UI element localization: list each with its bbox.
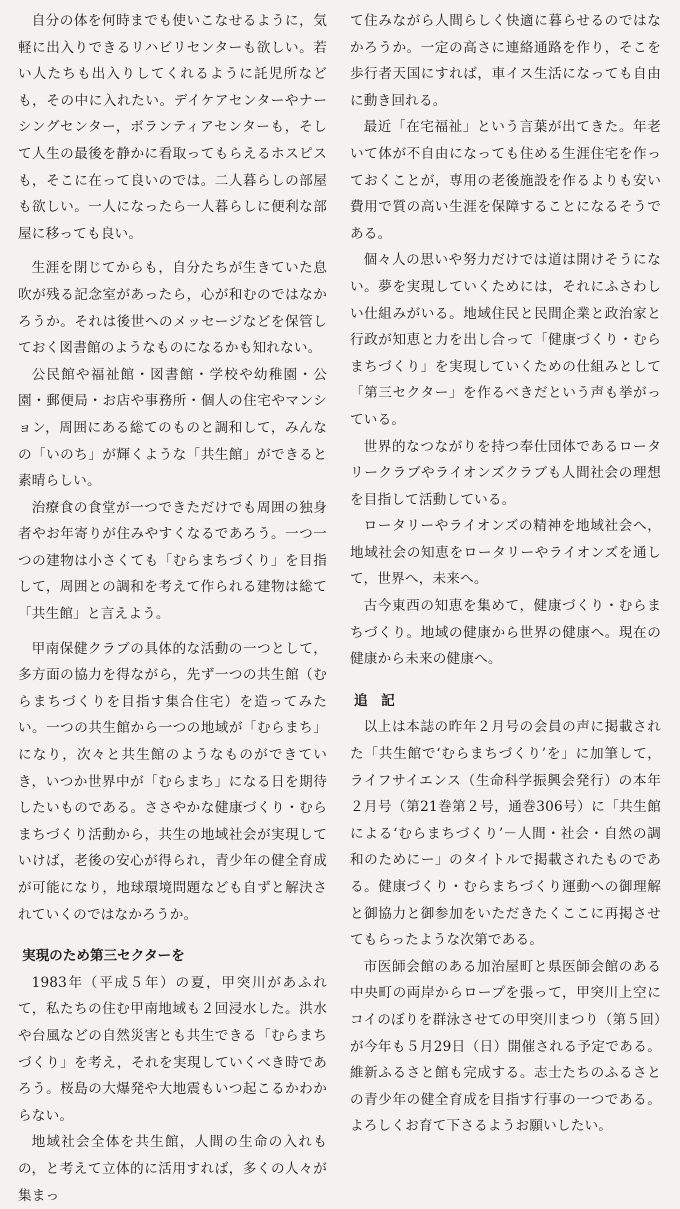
postscript-heading: 追 記 xyxy=(354,692,395,709)
paragraph-dining-hall: 治療食の食堂が一つできただけでも周囲の独身者やお年寄りが住みやすくなるであろう。一つ一つの建物は小さくても「むらまちづくり」を目指して，周囲との調和を考えて作られる建物は総て「共生館」と言えよう。 xyxy=(18,499,327,623)
paragraph-wisdom: 古今東西の知恵を集めて，健康づくり・むらまちづくり。地域の健康から世界の健康へ。現在の健康から未来の健康へ。 xyxy=(350,598,661,668)
paragraph-continued: て住みながら人間らしく快適に暮らせるのではなかろうか。一定の高さに連絡通路を作り，そこを歩行者天国にすれば，車イス生活になっても自由に動き回れる。 xyxy=(350,13,661,109)
section-heading: 実現のため第三セクターを xyxy=(22,948,185,965)
paragraph-home-welfare: 最近「在宅福祉」という言葉が出てきた。年老いて体が不自由になっても住める生涯住宅を作っておくことが，専用の老後施設を作るよりも安い費用で質の高い生涯を保障することになるそうである。 xyxy=(350,119,661,242)
paragraph-memorial-room: 生涯を閉じてからも，自分たちが生きていた息吹が残る記念室があったら，心が和むのではなかろうか。それは後世へのメッセージなどを保管しておく図書館のようなものになるかも知れない。 xyxy=(18,260,327,357)
paragraph-rehab-center: 自分の体を何時までも使いこなせるように，気軽に出入りできるリハビリセンターも欲しい。若い人たちも出入りしてくれるように託児所なども，その中に入れたい。デイケアセンターやナーシングセンター，ボランティアセンターも，そして人生の最後を静かに看取ってもらえるホスピスも，そこに在って良いのでは。二人暮らしの部屋も欲しい。一人になったら一人暮らしに便利な部屋に移っても良い。 xyxy=(18,13,327,242)
paragraph-community-facilities: 公民館や福祉館・図書館・学校や幼稚園・公園・郵便局・お店や事務所・個人の住宅やマンション，周囲にある総てのものと調和して，みんなの「いのち」が輝くような「共生館」ができると素晴らしい。 xyxy=(18,366,327,490)
paragraph-third-sector: 個々人の思いや努力だけでは道は開けそうにない。夢を実現していくためには，それにふさわしい仕組みがいる。地域住民と民間企業と政治家と行政が知恵と力を出し合って「健康づくり・むらまちづくり」を実現していくための仕組みとして「第三セクター」を作るべきだという声も挙がっている。 xyxy=(350,252,661,428)
right-column xyxy=(350,8,661,1140)
paragraph-festival: 市医師会館のある加治屋町と県医師会館のある中央町の両岸からロープを張って，甲突川上空にコイのぼりを群泳させての甲突川まつり（第５回）が今年も５月29日（日）開催される予定である。維新ふるさと館も完成する。志士たちのふるさとの青少年の健全育成を目指す行事の一つである。よろしくお育て下さるようお願いしたい。 xyxy=(350,958,661,1135)
left-column xyxy=(18,8,327,1209)
paragraph-rotary-lions: 世界的なつながりを持つ奉仕団体であるロータリークラブやライオンズクラブも人間社会の理想を目指して活動している。 xyxy=(350,438,661,508)
paragraph-flood-1983: 1983年（平成５年）の夏，甲突川があふれて，私たちの住む甲南地域も２回浸水した。洪水や台風などの自然災害とも共生できる「むらまちづくり」を考え，それを実現していくべき時であろう。桜島の大爆発や大地震もいつ起こるかわからない。 xyxy=(18,974,327,1124)
paragraph-postscript: 以上は本誌の昨年２月号の会員の声に掲載された「共生館で‘むらまちづくり’を」に加筆して，ライフサイエンス（生命科学振興会発行）の本年２月号（第21巻第２号，通巻306号）に「共生館による‘むらまちづくり’－人間・社会・自然の調和のためにー」のタイトルで掲載されたものである。健康づくり・むらまちづくり運動への御理解と御協力と御参加をいただきたくここに再掲させてもらったような次第である。 xyxy=(350,719,661,949)
paragraph-spirit: ロータリーやライオンズの精神を地域社会へ，地域社会の知恵をロータリーやライオンズを通して，世界へ，未来へ。 xyxy=(350,518,661,588)
paragraph-community-whole: 地域社会全体を共生館，人間の生命の入れもの，と考えて立体的に活用すれば，多くの人々が集まっ xyxy=(18,1134,327,1204)
paragraph-konan-health-club: 甲南保健クラブの具体的な活動の一つとして，多方面の協力を得ながら，先ず一つの共生館（むらまちづくりを目指す集合住宅）を造ってみたい。一つの共生館から一つの地域が「むらまち」になり，次々と共生館のようなものができていき，いつか世界中が「むらまち」になる日を期待したいものである。ささやかな健康づくり・むらまちづくり活動から，共生の地域社会が実現していけば，老後の安心が得られ，青少年の健全育成が可能になり，地球環境問題なども自ずと解決されていくのではなかろうか。 xyxy=(18,640,327,923)
